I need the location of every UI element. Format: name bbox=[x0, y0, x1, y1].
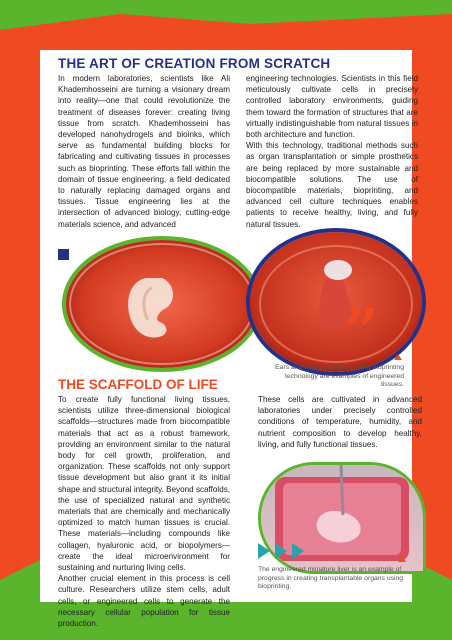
section2-right-paragraph: These cells are cultivated in advanced laboratories under precisely controlled conditions of temperature, humidity, and nutrient composition to develop healthy, living, and fully functional tissues. bbox=[258, 395, 422, 449]
section2-left-paragraph-1: To create fully functional living tissues, scientists utilize three-dimensional biological scaffolds—structures made from biocompatible materials that act as a robust framework, providing an environment similar to the natural body for cell growth, proliferation, and organization. These scaffolds not only support tissue development but also grant it its initial shape and structural integrity. Beyond scaffolds, the use of specialized natural and synthetic materials that are chemically and mechanically optimized to match human tissues is crucial. These materials—including compounds like collagen, hyaluronic acid, or biopolymers—create the ideal microenvironment for sustaining and nurturing living cells. bbox=[58, 395, 230, 573]
bottom-left-accent bbox=[0, 560, 40, 640]
section2-left-column bbox=[58, 394, 230, 629]
section1-right-column bbox=[246, 73, 418, 230]
section2-right-column bbox=[258, 394, 422, 450]
section-title-scaffold-of-life: THE SCAFFOLD OF LIFE bbox=[58, 377, 218, 392]
section1-right-paragraph-1: engineering technologies. Scientists in this field meticulously cultivate cells in precisely controlled laboratory environments, guiding them toward the formation of structures that are virtually indistinguishable from natural tissues in both architecture and function. bbox=[246, 74, 418, 140]
caption-miniature-liver: The engineered miniature liver is an example of progress in creating transplantable organs using bioprinting. bbox=[258, 566, 404, 590]
caption2-triangle-icon bbox=[398, 556, 406, 562]
left-orange-border bbox=[0, 0, 40, 640]
teal-arrow-icon-3 bbox=[292, 543, 304, 559]
quote-mark: ” bbox=[344, 297, 379, 367]
navy-square-accent bbox=[58, 249, 69, 260]
section2-left-paragraph-2: Another crucial element in this process is cell culture. Researchers utilize stem cells, adult cells, or engineered cells to generate the necessary cellular population for tissue production. bbox=[58, 574, 230, 629]
section-title-art-of-creation: THE ART OF CREATION FROM SCRATCH bbox=[58, 56, 331, 71]
section1-left-column bbox=[58, 73, 230, 230]
ear-petri-dish-image bbox=[62, 236, 262, 372]
teal-arrow-icon-2 bbox=[275, 543, 287, 559]
page-number-left-bar bbox=[346, 598, 356, 601]
caption1-triangle-icon bbox=[394, 354, 402, 360]
caption-ears-noses: Ears and noses produced using bioprinting technology are examples of engineered tissues. bbox=[275, 364, 404, 388]
page-number: 22 bbox=[360, 592, 373, 604]
section1-right-paragraph-2: With this technology, traditional methods such as organ transplantation or simple prosthetics are being replaced by more sustainable and biocompatible solutions. The use of biocompatible materials, bioprinting, and advanced cell culture techniques enables patients to receive healthy, living, and fully natural tissues. bbox=[246, 141, 418, 229]
section1-left-paragraph: In modern laboratories, scientists like Ali Khademhosseini are turning a visionary dream into reality—one that could revolutionize the treatment of diseases forever: creating living tissue from scratch. Khademhosseini has developed nanohydrogels and bioinks, which serve as fundamental building blocks for fabricating and cultivating tissues in processes such as bioprinting. These efforts fall within the domain of tissue engineering, a field dedicated to naturally replacing damaged organs and tissues. Tissue engineering lies at the intersection of advanced biology, cutting-edge materials science, and advanced bbox=[58, 74, 230, 229]
page-number-right-bar bbox=[376, 598, 386, 601]
teal-arrow-icon-1 bbox=[258, 543, 270, 559]
